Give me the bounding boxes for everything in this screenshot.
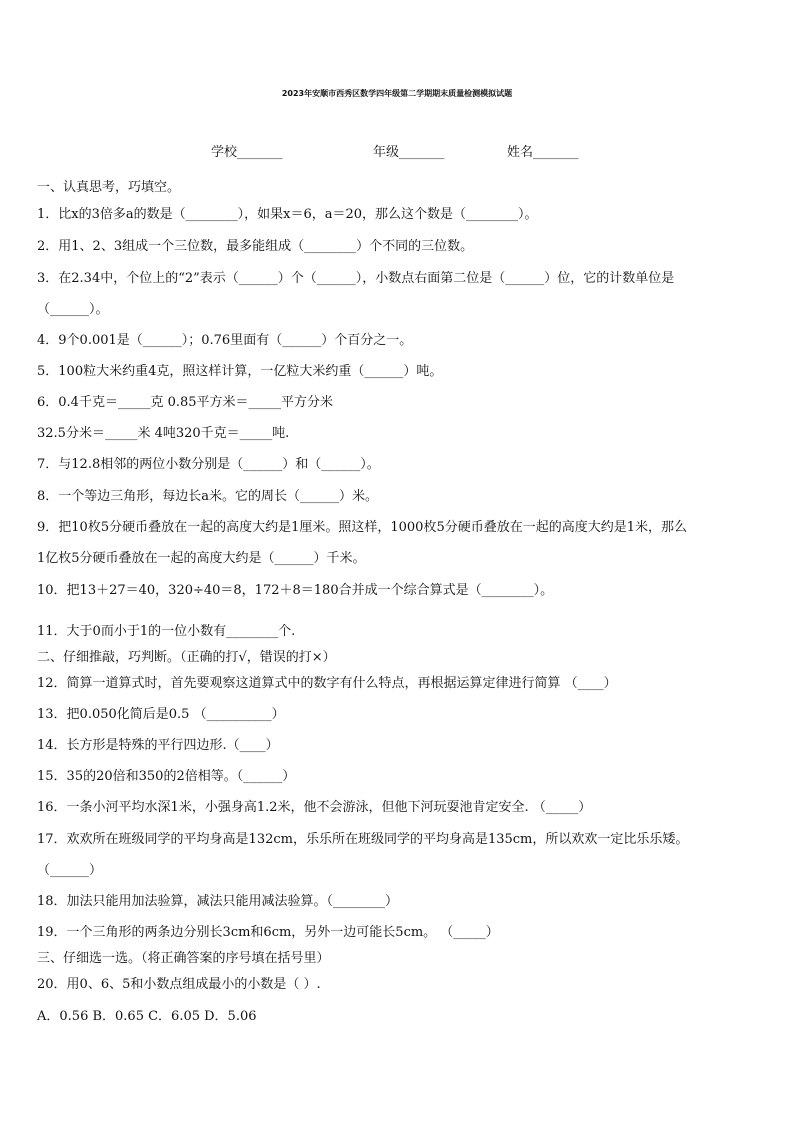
question-16: 16．一条小河平均水深1米，小强身高1.2米，他不会游泳，但他下河玩耍池肯定安全. （_____） <box>37 800 592 815</box>
question-20: 20．用0、6、5和小数点组成最小的小数是（ ）. <box>37 977 321 992</box>
section-2-heading: 二、仔细推敲，巧判断。（正确的打√，错误的打×） <box>37 650 336 665</box>
question-19: 19．一个三角形的两条边分别长3cm和6cm，另外一边可能长5cm。 （_____） <box>37 925 499 940</box>
question-1: 1．比x的3倍多a的数是（________），如果x＝6，a＝20，那么这个数是（________）。 <box>37 207 538 222</box>
question-5: 5．100粒大米约重4克，照这样计算，一亿粒大米约重（______）吨。 <box>37 364 443 379</box>
school-field: 学校_______ <box>211 145 283 160</box>
question-6-line-1: 6．0.4千克＝_____克 0.85平方米＝_____平方分米 <box>37 395 334 410</box>
section-1-heading: 一、认真思考，巧填空。 <box>37 180 181 195</box>
question-20-options: A．0.56 B．0.65 C．6.05 D．5.06 <box>37 1009 257 1024</box>
question-15: 15．35的20倍和350的2倍相等。（______） <box>37 769 296 784</box>
question-7: 7．与12.8相邻的两位小数分别是（______）和（______）。 <box>37 457 380 472</box>
section-3-heading: 三、仔细选一选。（将正确答案的序号填在括号里） <box>37 951 330 966</box>
question-3: 3．在2.34中，个位上的“2”表示（______）个（______），小数点右面第二位是（______）位，它的计数单位是 <box>37 271 675 286</box>
question-8: 8．一个等边三角形，每边长a米。它的周长（______）米。 <box>37 489 379 504</box>
question-18: 18．加法只能用加法验算，减法只能用减法验算。（________） <box>37 894 399 909</box>
question-14: 14．长方形是特殊的平行四边形.（____） <box>37 738 279 753</box>
page-title: 2023年安顺市西秀区数学四年级第二学期期末质量检测模拟试题 <box>281 89 513 98</box>
question-17: 17．欢欢所在班级同学的平均身高是132cm，乐乐所在班级同学的平均身高是135cm，所以欢欢一定比乐乐矮。 <box>37 832 689 847</box>
question-13: 13．把0.050化简后是0.5 （__________） <box>37 707 285 722</box>
question-2: 2．用1、2、3组成一个三位数，最多能组成（________）个不同的三位数。 <box>37 239 474 254</box>
question-6-line-2: 32.5分米＝_____米 4吨320千克＝_____吨. <box>37 426 290 441</box>
grade-field: 年级_______ <box>373 145 445 160</box>
question-9: 9．把10枚5分硬币叠放在一起的高度大约是1厘米。照这样，1000枚5分硬币叠放在一起的高度大约是1米，那么 <box>37 520 687 535</box>
name-field: 姓名_______ <box>507 145 579 160</box>
question-3-cont: （______）。 <box>37 302 109 317</box>
question-17-cont: （______） <box>37 863 103 878</box>
question-4: 4．9个0.001是（______）；0.76里面有（______）个百分之一。 <box>37 333 413 348</box>
question-9-cont: 1亿枚5分硬币叠放在一起的高度大约是（______）千米。 <box>37 551 366 566</box>
question-12: 12．简算一道算式时，首先要观察这道算式中的数字有什么特点，再根据运算定律进行简算 （____） <box>37 676 617 691</box>
question-11: 11．大于0而小于1的一位小数有________个. <box>37 624 296 639</box>
question-10: 10．把13＋27＝40，320÷40＝8，172＋8＝180合并成一个综合算式是（________）。 <box>37 583 554 598</box>
